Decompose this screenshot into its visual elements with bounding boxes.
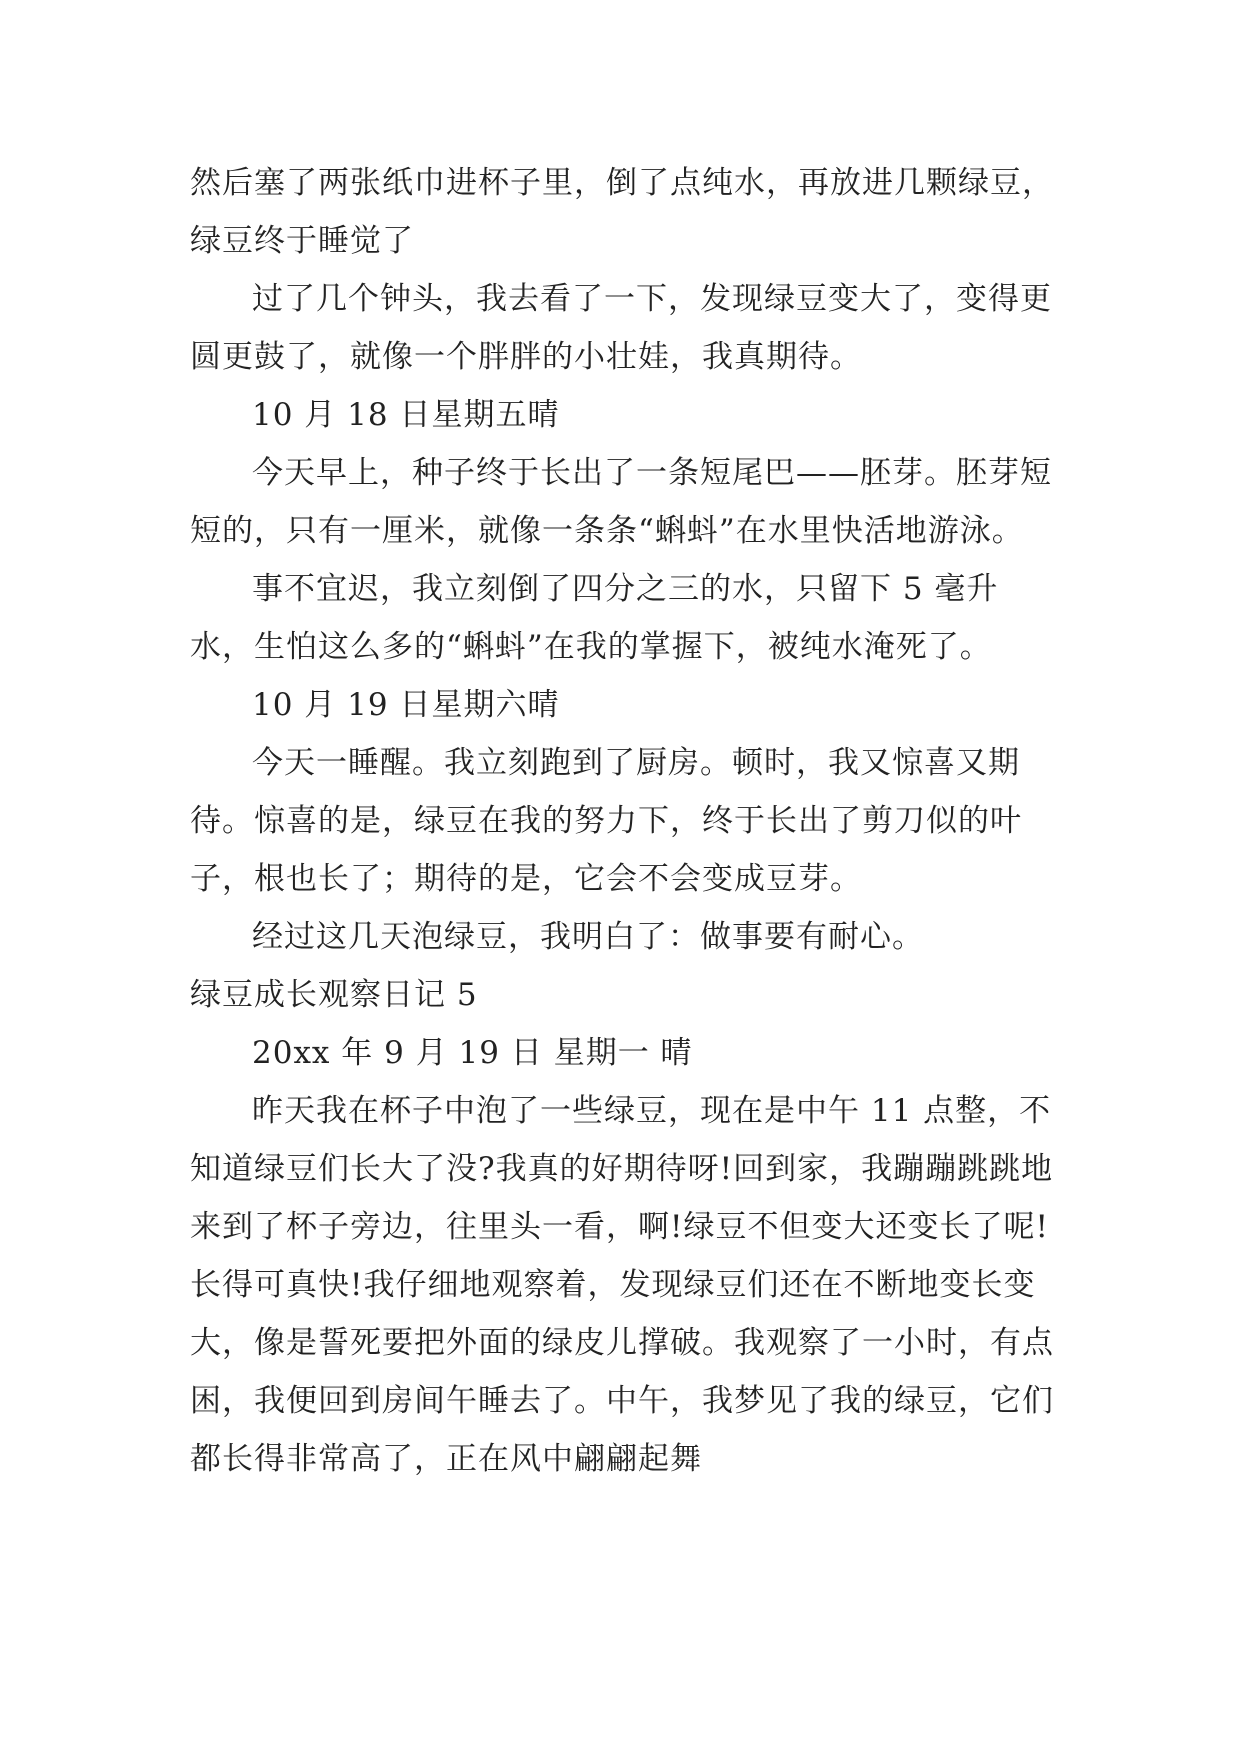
section-title: 绿豆成长观察日记 5 [190, 977, 478, 1013]
diary-date: 20xx 年 9 月 19 日 星期一 晴 [252, 1035, 693, 1071]
paragraph: 事不宜迟，我立刻倒了四分之三的水，只留下 5 毫升水，生怕这么多的“蝌蚪”在我的掌握下，被纯水淹死了。 [190, 571, 999, 665]
paragraph: 今天一睡醒。我立刻跑到了厨房。顿时，我又惊喜又期待。惊喜的是，绿豆在我的努力下，终于长出了剪刀似的叶子，根也长了；期待的是，它会不会变成豆芽。 [190, 745, 1022, 897]
paragraph: 经过这几天泡绿豆，我明白了：做事要有耐心。 [252, 919, 924, 955]
paragraph: 昨天我在杯子中泡了一些绿豆，现在是中午 11 点整，不知道绿豆们长大了没?我真的好期待呀!回到家，我蹦蹦跳跳地来到了杯子旁边，往里头一看，啊!绿豆不但变大还变长了呢!长得可真快!我仔细地观察着，发现绿豆们还在不断地变长变大，像是誓死要把外面的绿皮儿撑破。我观察了一小时，有点困，我便回到房间午睡去了。中午，我梦见了我的绿豆，它们都长得非常高了，正在风中翩翩起舞 [190, 1093, 1054, 1477]
diary-date: 10 月 19 日星期六晴 [252, 687, 560, 723]
diary-date: 10 月 18 日星期五晴 [252, 397, 560, 433]
paragraph: 然后塞了两张纸巾进杯子里，倒了点纯水，再放进几颗绿豆，绿豆终于睡觉了 [190, 165, 1054, 259]
paragraph: 今天早上，种子终于长出了一条短尾巴——胚芽。胚芽短短的，只有一厘米，就像一条条“蝌蚪”在水里快活地游泳。 [190, 455, 1052, 549]
paragraph: 过了几个钟头，我去看了一下，发现绿豆变大了，变得更圆更鼓了，就像一个胖胖的小壮娃，我真期待。 [190, 281, 1052, 375]
document-body [190, 154, 1060, 1488]
